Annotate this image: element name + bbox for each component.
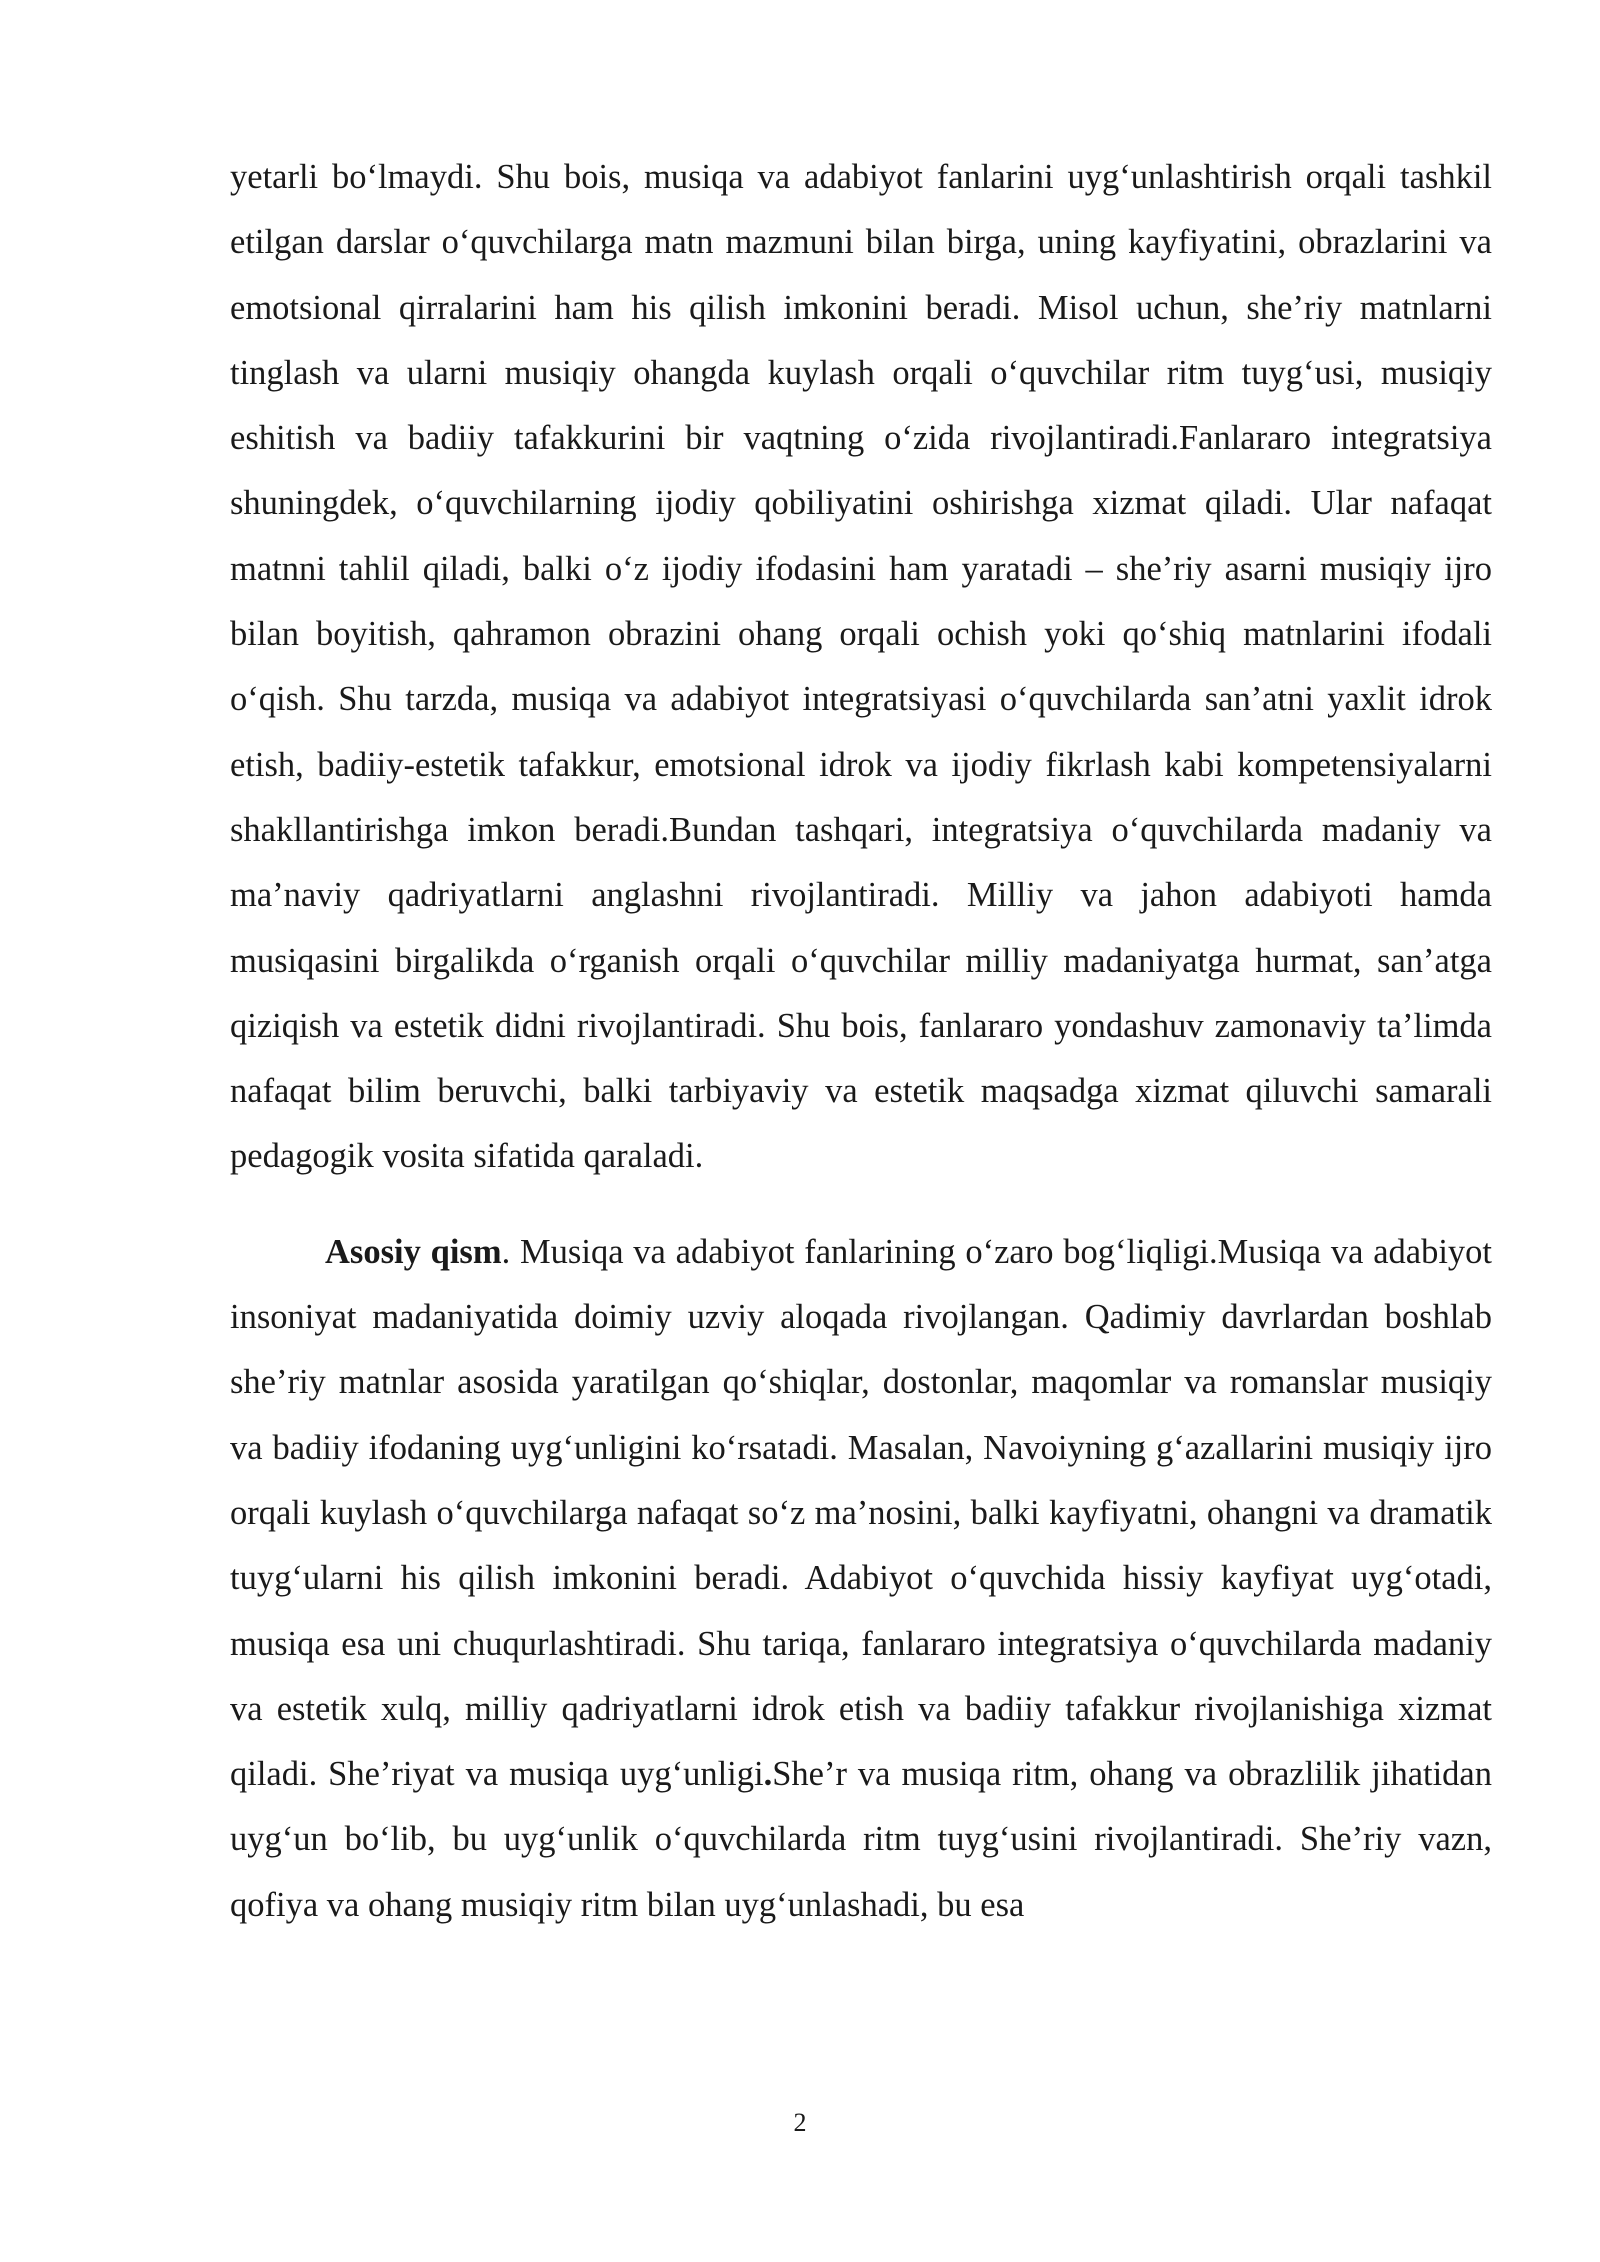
- paragraph-main-part: [230, 1220, 1492, 1938]
- paragraph-text: . Musiqa va adabiyot fanlarining o‘zaro bog‘liqligi.Musiqa va adabiyot insoniyat madaniyatida doimiy uzviy aloqada rivojlangan. Qadimiy davrlardan boshlab she’riy matnlar asosida yaratilgan qo‘shiqlar, dostonlar, maqomlar va romanslar musiqiy va badiiy ifodaning uyg‘unligini ko‘rsatadi. Masalan, Navoiyning g‘azallarini musiqiy ijro orqali kuylash o‘quvchilarga nafaqat so‘z ma’nosini, balki kayfiyatni, ohangni va dramatik tuyg‘ularni his qilish imkonini beradi. Adabiyot o‘quvchida hissiy kayfiyat uyg‘otadi, musiqa esa uni chuqurlashtiradi. Shu tariqa, fanlararo integratsiya o‘quvchilarda madaniy va estetik xulq, milliy qadriyatlarni idrok etish va badiiy tafakkur rivojlanishiga xizmat qiladi. She’riyat va musiqa uyg‘unligi: [230, 1232, 1493, 1794]
- page-body: [230, 145, 1492, 1938]
- section-heading: Asosiy qism: [325, 1232, 502, 1271]
- page-number: 2: [793, 2108, 807, 2137]
- bold-separator: .: [763, 1755, 773, 1794]
- paragraph-continuation: yetarli bo‘lmaydi. Shu bois, musiqa va adabiyot fanlarini uyg‘unlashtirish orqali tashkil etilgan darslar o‘quvchilarga matn mazmuni bilan birga, uning kayfiyatini, obrazlarini va emotsional qirralarini ham his qilish imkonini beradi. Misol uchun, she’riy matnlarni tinglash va ularni musiqiy ohangda kuylash orqali o‘quvchilar ritm tuyg‘usi, musiqiy eshitish va badiiy tafakkurini bir vaqtning o‘zida rivojlantiradi.Fanlararo integratsiya shuningdek, o‘quvchilarning ijodiy qobiliyatini oshirishga xizmat qiladi. Ular nafaqat matnni tahlil qiladi, balki o‘z ijodiy ifodasini ham yaratadi – she’riy asarni musiqiy ijro bilan boyitish, qahramon obrazini ohang orqali ochish yoki qo‘shiq matnlarini ifodali o‘qish. Shu tarzda, musiqa va adabiyot integratsiyasi o‘quvchilarda san’atni yaxlit idrok etish, badiiy-estetik tafakkur, emotsional idrok va ijodiy fikrlash kabi kompetensiyalarni shakllantirishga imkon beradi.Bundan tashqari, integratsiya o‘quvchilarda madaniy va ma’naviy qadriyatlarni anglashni rivojlantiradi. Milliy va jahon adabiyoti hamda musiqasini birgalikda o‘rganish orqali o‘quvchilar milliy madaniyatga hurmat, san’atga qiziqish va estetik didni rivojlantiradi. Shu bois, fanlararo yondashuv zamonaviy ta’limda nafaqat bilim beruvchi, balki tarbiyaviy va estetik maqsadga xizmat qiluvchi samarali pedagogik vosita sifatida qaraladi.: [230, 158, 1492, 1176]
- paragraph-text-continued: She’r va musiqa ritm, ohang va obrazlilik jihatidan uyg‘un bo‘lib, bu uyg‘unlik o‘quvchilarda ritm tuyg‘usini rivojlantiradi. She’riy vazn, qofiya va ohang musiqiy ritm bilan uyg‘unlashadi, bu esa: [230, 1755, 1492, 1924]
